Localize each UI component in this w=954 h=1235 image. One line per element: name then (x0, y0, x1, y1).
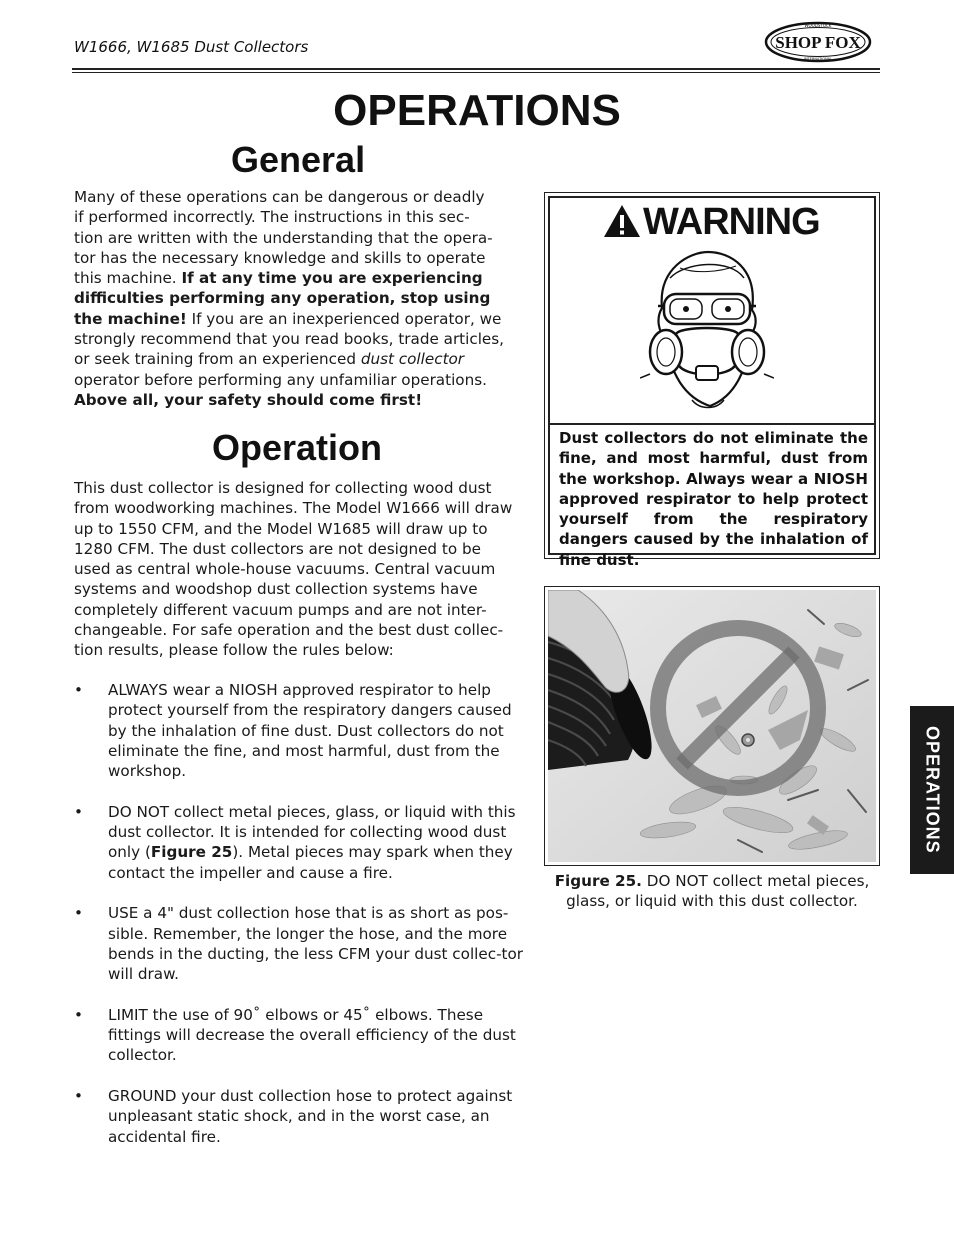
figure-reference: Figure 25 (150, 843, 233, 862)
warning-text: Dust collectors do not eliminate the fine, and most harmful, dust from the workshop. Always wear a NIOSH approved respirator to help protect yourself from the respiratory dangers caused by the inhalation of fine dust. (559, 429, 868, 569)
general-line-3: tion are written with the understanding that the opera- (74, 228, 493, 247)
list-item (74, 1005, 524, 1066)
header-rule-thin (72, 72, 880, 73)
general-line-2: if performed incorrectly. The instructions in this sec- (74, 208, 470, 227)
figure-25-photo (548, 590, 876, 862)
general-line-1: Many of these operations can be dangerous or deadly (74, 188, 485, 206)
general-text-a: this machine. (74, 269, 182, 288)
bullet-text: GROUND your dust collection hose to protect against unpleasant static shock, and in the worst case, an accidental fire. (108, 1086, 513, 1146)
general-bold-a: If at any time you are experiencing difficulties performing any operation, stop using the machine! (74, 269, 491, 328)
bullet-marker: • (74, 1005, 83, 1024)
bullet-marker: • (74, 802, 83, 821)
list-item (74, 1086, 524, 1147)
figure-caption-text: DO NOT collect metal pieces, glass, or liquid with this dust collector. (566, 872, 870, 911)
svg-text:INTERNATIONAL: INTERNATIONAL (803, 57, 833, 61)
bullet-text: LIMIT the use of 90˚ elbows or 45˚ elbows. These fittings will decrease the overall efficiency of the dust collector. (108, 1005, 516, 1065)
list-item (74, 680, 524, 781)
page-title: OPERATIONS (333, 86, 621, 135)
general-text-c: operator before performing any unfamiliar operations. (74, 370, 487, 389)
bullet-marker: • (74, 904, 83, 923)
general-bold-c: Above all, your safety should come first! (74, 390, 423, 409)
bullet-text: ALWAYS wear a NIOSH approved respirator to help protect yourself from the respiratory dangers caused by the inhalation of fine dust. Dust collectors do not eliminate the fine, and most harmful, dust from the workshop. (108, 681, 512, 781)
warning-divider (548, 423, 876, 425)
bullet-marker: • (74, 1086, 83, 1105)
list-item (74, 802, 524, 883)
header-rule-thick (72, 68, 880, 70)
general-italic-b: dust collector (360, 350, 465, 369)
svg-text:WOODSTOCK: WOODSTOCK (804, 23, 832, 28)
document-header-title: W1666, W1685 Dust Collectors (74, 38, 309, 56)
figure-label: Figure 25. (554, 872, 642, 890)
figure-25-caption (548, 871, 876, 912)
warning-title: WARNING (643, 201, 820, 243)
svg-text:SHOP FOX: SHOP FOX (775, 33, 861, 52)
operation-paragraph: This dust collector is designed for collecting wood dust from woodworking machines. The Model W1666 will draw up to 1550 CFM, and the Model W1685 will draw up to 1280 CFM. The dust collectors are not designed to be used as central whole-house vacuums. Central vacuum systems and woodshop dust collection systems have completely different vacuum pumps and are not inter-changeable. For safe operation and the best dust collec-tion results, please follow the rules below: (74, 479, 513, 660)
section-heading-general: General (231, 139, 366, 180)
general-line-4: tor has the necessary knowledge and skills to operate (74, 248, 486, 267)
shop-fox-logo (764, 20, 872, 64)
bullet-text: USE a 4" dust collection hose that is as short as pos-sible. Remember, the longer the hose, and the more bends in the ducting, the less CFM your dust collec-tor will draw. (108, 904, 524, 984)
section-heading-operation: Operation (212, 427, 383, 468)
operation-rules-list (74, 680, 524, 1167)
bullet-text-a: DO NOT collect metal pieces, glass, or liquid with this dust collector. It is intended for collecting wood dust only ( (108, 802, 516, 862)
general-paragraph (74, 187, 522, 410)
side-tab-label: OPERATIONS (922, 726, 943, 854)
general-text-b: If you are an inexperienced operator, we strongly recommend that you read books, trade articles, or seek training from an experienced (74, 309, 505, 369)
bullet-marker: • (74, 681, 83, 699)
list-item (74, 903, 524, 984)
bullet-text-b: ). Metal pieces may spark when they contact the impeller and cause a fire. (108, 843, 513, 882)
respirator-face-icon (640, 248, 774, 420)
